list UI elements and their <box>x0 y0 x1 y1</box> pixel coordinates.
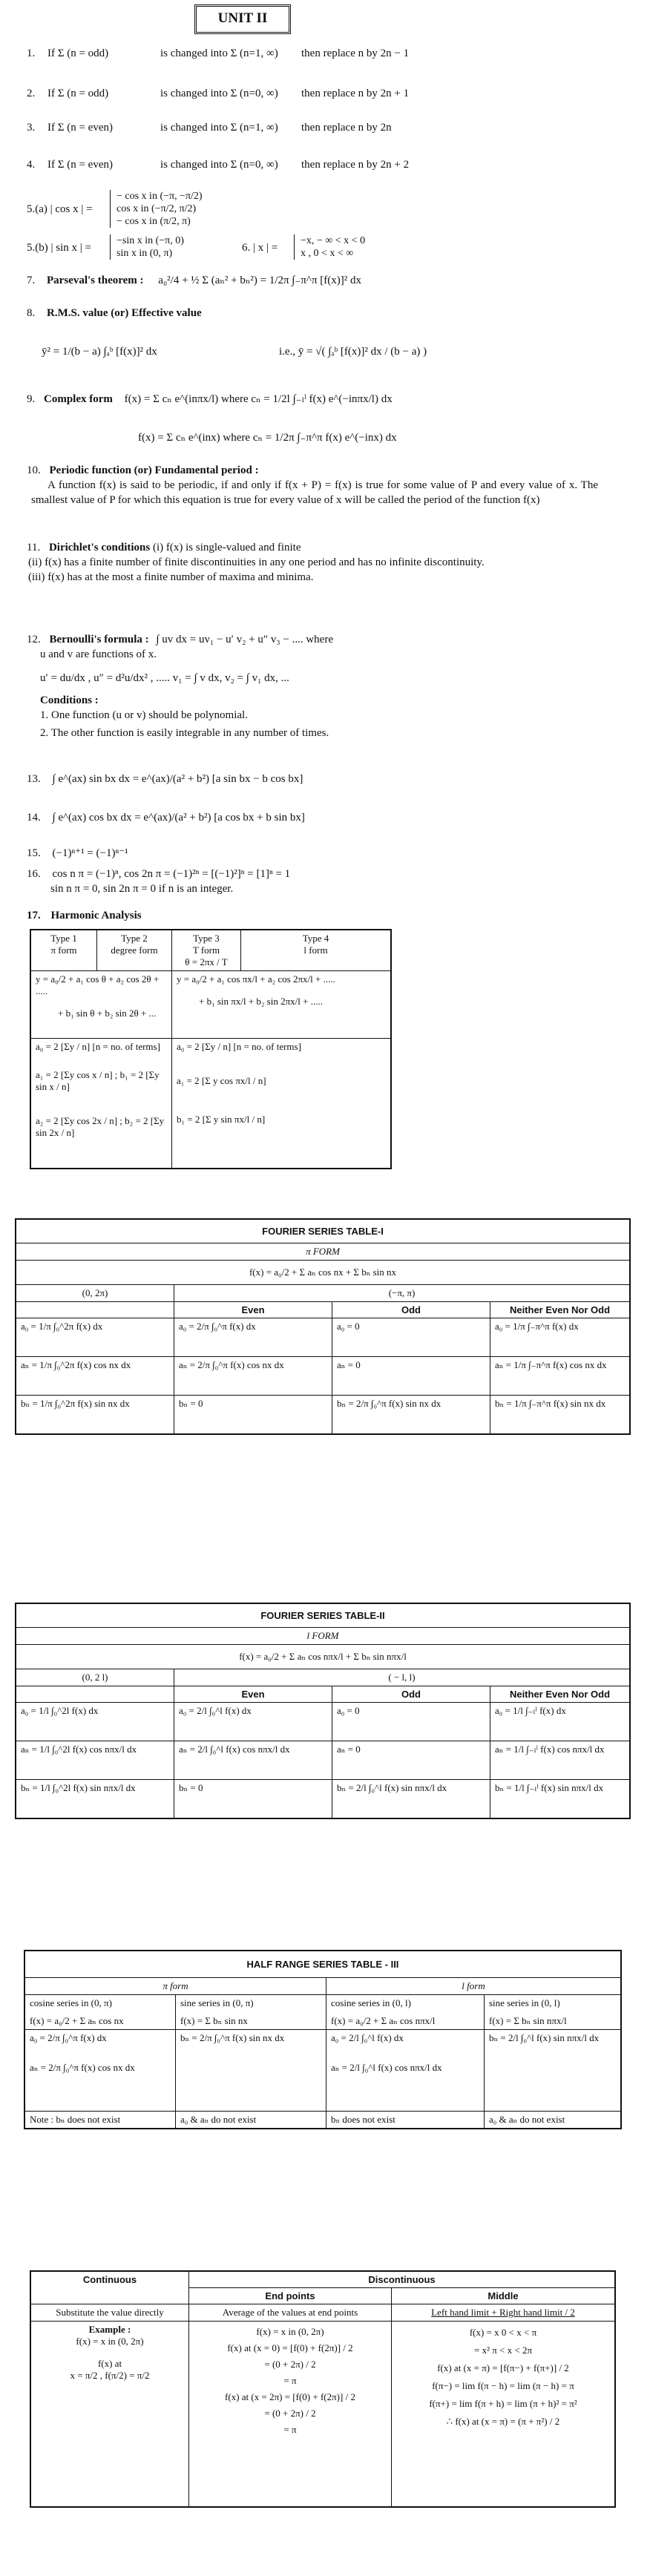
item-8 <box>27 306 598 321</box>
table-series-row <box>24 1995 621 2030</box>
item-title: Harmonic Analysis <box>50 910 142 921</box>
cell-text: ∴ f(x) at (x = π) = (π + π²) / 2 <box>446 2416 560 2427</box>
table-cell: bₙ does not exist <box>326 2112 485 2129</box>
cell-text: x = π/2 , f(π/2) = π/2 <box>70 2370 150 2381</box>
harmonic-cell <box>172 971 392 1039</box>
item-title: Bernoulli's formula : <box>49 634 149 645</box>
rule-replace: then replace n by 2n <box>301 122 392 134</box>
table-cell: aₙ = 1/π ∫₋π^π f(x) cos nx dx <box>490 1357 631 1396</box>
cell-text: y = a₀/2 + a₁ cos πx/l + a₂ cos 2πx/l + ..... <box>177 973 335 985</box>
cell-text: Type 4 <box>302 933 329 944</box>
range-header: (−π, π) <box>174 1285 631 1302</box>
table-cell <box>485 1995 622 2030</box>
continuity-table <box>30 2270 616 2508</box>
cell-text: f(π+) = lim f(π + h) = lim (π + h)² = π² <box>429 2398 577 2409</box>
cell-text: + b₁ sin πx/l + b₂ sin 2πx/l + ..... <box>199 996 323 1007</box>
rule-change: is changed into Σ (n=0, ∞) <box>160 88 278 99</box>
item-13 <box>27 772 598 786</box>
table-cell <box>176 2030 326 2112</box>
rule-number: 4. <box>27 159 36 171</box>
item-16 <box>27 867 598 896</box>
harmonic-cell <box>30 1039 172 1169</box>
table-title-row <box>24 1951 621 1978</box>
condition-2: 2. The other function is easily integrable in any number of times. <box>40 727 329 739</box>
fourier-table-1 <box>15 1218 631 1435</box>
piecewise-cases <box>110 190 203 228</box>
range-header: (0, 2π) <box>16 1285 174 1302</box>
item-label: 5.(a) | cos x | = <box>27 203 93 215</box>
rule-condition: If Σ (n = even) <box>47 122 113 134</box>
table-cell: a₀ & aₙ do not exist <box>485 2112 622 2129</box>
rule-condition: If Σ (n = odd) <box>47 88 109 99</box>
condition-ii: (ii) f(x) has a finite number of finite discontinuities in any one period and has no infinite discontinuity. <box>28 556 485 568</box>
table-cell <box>326 1995 485 2030</box>
table-cell: aₙ = 0 <box>332 1357 490 1396</box>
rule-condition: If Σ (n = even) <box>47 159 113 171</box>
cell-text: Type 3 <box>193 933 220 944</box>
cell-text: = x² π < x < 2π <box>473 2345 533 2356</box>
cell-text: f(x) at <box>97 2358 122 2369</box>
piecewise-cases <box>110 234 184 260</box>
table-title-row <box>16 1219 630 1243</box>
cell-text: + b₁ sin θ + b₂ sin 2θ + ... <box>58 1008 157 1019</box>
item-11 <box>27 540 598 585</box>
col-header: Odd <box>332 1302 490 1318</box>
table-cell: Left hand limit + Right hand limit / 2 <box>392 2304 616 2322</box>
harmonic-coeff-row <box>30 1039 391 1169</box>
rule-replace: then replace n by 2n + 2 <box>301 159 410 171</box>
table-cell: a₀ = 0 <box>332 1318 490 1357</box>
rule-1 <box>27 46 598 61</box>
rule-number: 1. <box>27 47 36 59</box>
table-cell: bₙ = 1/π ∫₋π^π f(x) sin nx dx <box>490 1396 631 1434</box>
table-cell <box>392 2322 616 2507</box>
item-number: 8. <box>27 307 36 319</box>
table-cell: bₙ = 1/l ∫₀^2l f(x) sin nπx/l dx <box>16 1780 174 1818</box>
table-cell: a₀ = 1/l ∫₀^2l f(x) dx <box>16 1703 174 1741</box>
case-line: − cos x in (−π, −π/2) <box>116 191 203 202</box>
cell-text: l form <box>303 944 328 956</box>
item-text: A function f(x) is said to be periodic, if and only if f(x + P) = f(x) is true for some value of P and every value of x. The smallest value of P for which this equation is true for every value of x will be called the period of the function f(x) <box>31 479 598 506</box>
table-cell: Note : bₙ does not exist <box>24 2112 176 2129</box>
table-cell <box>326 2030 485 2112</box>
rule-change: is changed into Σ (n=1, ∞) <box>160 122 278 134</box>
power-identity: (−1)ⁿ⁺¹ = (−1)ⁿ⁻¹ <box>52 847 128 859</box>
cell-text: a₀ = 2 [Σy / n] [n = no. of terms] <box>177 1041 301 1052</box>
condition-i: (i) f(x) is single-valued and finite <box>152 542 301 553</box>
cos-identity: cos n π = (−1)ⁿ, cos 2n π = (−1)²ⁿ = [(−1)²]ⁿ = [1]ⁿ = 1 <box>52 868 291 880</box>
item-number: 16. <box>27 868 41 880</box>
case-line: −sin x in (−π, 0) <box>116 235 184 246</box>
item-title: Dirichlet's conditions <box>48 542 151 553</box>
col-header-empty <box>16 1686 174 1703</box>
col-header: Even <box>174 1302 332 1318</box>
item-title: Complex form <box>44 393 113 405</box>
cell-text: f(x) = x 0 < x < π <box>469 2327 537 2338</box>
cell-text: Type 1 <box>50 933 77 944</box>
table-cell: a₀ = 1/π ∫₀^2π f(x) dx <box>16 1318 174 1357</box>
form-header: π form <box>24 1978 326 1995</box>
rms-formula-2: i.e., ȳ = √( ∫ₐᵇ [f(x)]² dx / (b − a) ) <box>279 346 427 358</box>
cell-text: a₀ = 2/l ∫₀^l f(x) dx <box>331 2032 404 2043</box>
cell-text: a₀ = 2 [Σy / n] [n = no. of terms] <box>36 1041 160 1052</box>
cell-text: f(x) at (x = 2π) = [f(0) + f(2π)] / 2 <box>225 2391 355 2402</box>
case-line: − cos x in (π/2, π) <box>116 216 191 227</box>
table-cell: a₀ = 0 <box>332 1703 490 1741</box>
col-header: Odd <box>332 1686 490 1703</box>
table-cell: bₙ = 1/π ∫₀^2π f(x) sin nx dx <box>16 1396 174 1434</box>
item-17 <box>27 908 598 923</box>
rule-4 <box>27 157 598 172</box>
cell-text: f(x) = Σ bₙ sin nπx/l <box>489 2015 567 2026</box>
harmonic-header-cell <box>97 930 172 971</box>
range-header: (0, 2 l) <box>16 1669 174 1686</box>
rule-number: 3. <box>27 122 36 134</box>
rule-3 <box>27 120 598 135</box>
harmonic-header-cell <box>241 930 392 971</box>
table-note-row <box>24 2112 621 2129</box>
table-cell: a₀ = 2/l ∫₀^l f(x) dx <box>174 1703 332 1741</box>
cell-text: f(x) = x in (0, 2π) <box>76 2336 144 2347</box>
cell-text: a₀ = 2/π ∫₀^π f(x) dx <box>30 2032 107 2043</box>
item-15 <box>27 846 598 861</box>
table-form-row <box>16 1243 630 1261</box>
item-title: Periodic function (or) Fundamental period : <box>49 464 259 476</box>
table-cell: Substitute the value directly <box>30 2304 189 2322</box>
table-header-row <box>30 2271 615 2288</box>
cell-text: a₂ = 2 [Σy cos 2x / n] ; b₂ = 2 [Σy sin 2x / n] <box>36 1115 165 1138</box>
col-header: Middle <box>392 2288 616 2304</box>
cell-text: f(x) = x in (0, 2π) <box>256 2326 324 2337</box>
table-cell <box>24 1995 176 2030</box>
item-7 <box>27 273 598 288</box>
fourier-table-2 <box>15 1603 631 1819</box>
table-cell <box>30 2322 189 2507</box>
cell-text: f(x) = a₀/2 + Σ aₙ cos nx <box>30 2015 124 2026</box>
table-cell <box>176 1995 326 2030</box>
table-title: FOURIER SERIES TABLE-II <box>16 1603 630 1628</box>
cell-text: f(x) = Σ bₙ sin nx <box>180 2015 248 2026</box>
cell-text: aₙ = 2/l ∫₀^l f(x) cos nπx/l dx <box>331 2062 442 2073</box>
item-number: 11. <box>27 542 41 553</box>
cell-text: f(π−) = lim f(π − h) = lim (π − h) = π <box>432 2380 574 2391</box>
table-cell: aₙ = 1/l ∫₀^2l f(x) cos nπx/l dx <box>16 1741 174 1780</box>
table-row <box>16 1780 630 1818</box>
complex-formula-2: f(x) = Σ cₙ e^(inx) where cₙ = 1/2π ∫₋π^π f(x) e^(−inx) dx <box>138 432 397 444</box>
item-number: 17. <box>27 910 41 921</box>
integral-formula: ∫ e^(ax) cos bx dx = e^(ax)/(a² + b²) [a cos bx + b sin bx] <box>52 812 305 824</box>
cell-text: bₙ = 2/l ∫₀^l f(x) sin nπx/l dx <box>489 2032 600 2043</box>
cell-text: f(x) at (x = 0) = [f(0) + f(2π)] / 2 <box>227 2342 353 2353</box>
table-cell <box>24 2030 176 2112</box>
unit-title: UNIT II <box>194 4 291 34</box>
table-row <box>16 1741 630 1780</box>
item-number: 10. <box>27 464 41 476</box>
cell-text: π form <box>50 944 77 956</box>
item-14 <box>27 810 598 825</box>
cell-text: f(x) = a₀/2 + Σ aₙ cos nπx/l <box>331 2015 436 2026</box>
table-desc-row <box>30 2304 615 2322</box>
cell-text: f(x) at (x = π) = [f(π−) + f(π+)] / 2 <box>437 2362 569 2373</box>
cell-text: θ = 2πx / T <box>185 956 228 967</box>
cell-text: = π <box>283 2424 297 2435</box>
table-cell: aₙ = 0 <box>332 1741 490 1780</box>
cell-text: a₁ = 2 [Σ y cos πx/l / n] <box>177 1075 266 1086</box>
cell-text: = (0 + 2π) / 2 <box>264 2408 316 2419</box>
condition-iii: (iii) f(x) has at the most a finite number of maxima and minima. <box>28 571 314 583</box>
item-number: 12. <box>27 634 41 645</box>
rule-replace: then replace n by 2n − 1 <box>301 47 410 59</box>
table-col-row <box>16 1686 630 1703</box>
item-12 <box>27 632 598 740</box>
table-title: HALF RANGE SERIES TABLE - III <box>24 1951 621 1978</box>
item-number: 13. <box>27 773 41 785</box>
table-cell: Average of the values at end points <box>189 2304 392 2322</box>
case-line: −x, − ∞ < x < 0 <box>301 235 366 246</box>
cell-text: Example : <box>88 2324 131 2335</box>
rule-number: 2. <box>27 88 36 99</box>
harmonic-header-cell <box>172 930 241 971</box>
table-cell: bₙ = 0 <box>174 1780 332 1818</box>
cell-text: T form <box>192 944 220 956</box>
item-number: 14. <box>27 812 41 824</box>
bernoulli-formula: ∫ uv dx = uv₁ − u′ v₂ + u″ v₃ − .... where <box>156 634 333 645</box>
cell-text: y = a₀/2 + a₁ cos θ + a₂ cos 2θ + ..... <box>36 973 160 996</box>
table-row <box>16 1318 630 1357</box>
sin-identity: sin n π = 0, sin 2n π = 0 if n is an integer. <box>50 883 234 895</box>
cell-text: = π <box>283 2375 297 2386</box>
cell-text: bₙ = 2/π ∫₀^π f(x) sin nx dx <box>180 2032 285 2043</box>
table-row <box>16 1703 630 1741</box>
table-form: π FORM <box>16 1243 630 1261</box>
table-form-row <box>24 1978 621 1995</box>
col-header: Even <box>174 1686 332 1703</box>
item-label: 5.(b) | sin x | = <box>27 242 91 254</box>
item-title: Parseval's theorem : <box>47 275 144 286</box>
item-number: 9. <box>27 393 36 405</box>
table-formula: f(x) = a₀/2 + Σ aₙ cos nπx/l + Σ bₙ sin nπx/l <box>16 1645 630 1669</box>
complex-formula-1: f(x) = Σ cₙ e^(inπx/l) where cₙ = 1/2l ∫₋ₗˡ f(x) e^(−inπx/l) dx <box>124 393 393 405</box>
harmonic-series-row <box>30 971 391 1039</box>
cell-text: cosine series in (0, π) <box>30 1997 112 2008</box>
table-cell: bₙ = 2/l ∫₀^l f(x) sin nπx/l dx <box>332 1780 490 1818</box>
col-header: Continuous <box>30 2271 189 2304</box>
col-header: Neither Even Nor Odd <box>490 1302 631 1318</box>
rule-2 <box>27 86 598 101</box>
item-6-label: 6. | x | = <box>242 242 278 254</box>
rule-change: is changed into Σ (n=0, ∞) <box>160 159 278 171</box>
bernoulli-derivatives: u′ = du/dx , u″ = d²u/dx² , ..... v₁ = ∫ v dx, v₂ = ∫ v₁ dx, ... <box>40 672 289 684</box>
cell-text: = (0 + 2π) / 2 <box>264 2359 316 2370</box>
item-10 <box>27 463 598 507</box>
item-9 <box>27 392 598 407</box>
table-form: l FORM <box>16 1628 630 1645</box>
cell-text: b₁ = 2 [Σ y sin πx/l / n] <box>177 1114 266 1125</box>
table-row <box>16 1396 630 1434</box>
table-cell: bₙ = 0 <box>174 1396 332 1434</box>
table-form-row <box>16 1628 630 1645</box>
table-cell: aₙ = 1/π ∫₀^2π f(x) cos nx dx <box>16 1357 174 1396</box>
table-cell: aₙ = 2/l ∫₀^l f(x) cos nπx/l dx <box>174 1741 332 1780</box>
table-example-row <box>30 2322 615 2507</box>
harmonic-cell <box>172 1039 392 1169</box>
table-title-row <box>16 1603 630 1628</box>
table-range-row <box>16 1285 630 1302</box>
table-range-row <box>16 1669 630 1686</box>
table-formula-row <box>16 1261 630 1285</box>
harmonic-header-row <box>30 930 391 971</box>
table-title: FOURIER SERIES TABLE-I <box>16 1219 630 1243</box>
bernoulli-note: u and v are functions of x. <box>40 648 157 660</box>
harmonic-header-cell <box>30 930 97 971</box>
item-number: 7. <box>27 275 36 286</box>
cell-text: Type 2 <box>121 933 148 944</box>
table-row <box>16 1357 630 1396</box>
table-cell: a₀ = 1/l ∫₋ₗˡ f(x) dx <box>490 1703 631 1741</box>
table-cell: aₙ = 2/π ∫₀^π f(x) cos nx dx <box>174 1357 332 1396</box>
rule-condition: If Σ (n = odd) <box>47 47 109 59</box>
table-formula-row <box>16 1645 630 1669</box>
col-header: End points <box>189 2288 392 2304</box>
table-cell: bₙ = 1/l ∫₋ₗˡ f(x) sin nπx/l dx <box>490 1780 631 1818</box>
case-line: cos x in (−π/2, π/2) <box>116 203 197 214</box>
cell-text: degree form <box>111 944 158 956</box>
form-header: l form <box>326 1978 622 1995</box>
table-col-row <box>16 1302 630 1318</box>
cell-text: a₁ = 2 [Σy cos x / n] ; b₁ = 2 [Σy sin x / n] <box>36 1069 160 1092</box>
cell-text: sine series in (0, l) <box>489 1997 560 2008</box>
table-cell: a₀ = 2/π ∫₀^π f(x) dx <box>174 1318 332 1357</box>
rms-formula-1: ȳ² = 1/(b − a) ∫ₐᵇ [f(x)]² dx <box>42 346 157 358</box>
cell-text: aₙ = 2/π ∫₀^π f(x) cos nx dx <box>30 2062 135 2073</box>
table-cell: bₙ = 2/π ∫₀^π f(x) sin nx dx <box>332 1396 490 1434</box>
condition-1: 1. One function (u or v) should be polynomial. <box>40 709 248 721</box>
table-coeff-row <box>24 2030 621 2112</box>
harmonic-table <box>30 929 392 1169</box>
half-range-table <box>24 1950 622 2129</box>
conditions-heading: Conditions : <box>40 694 99 706</box>
table-formula: f(x) = a₀/2 + Σ aₙ cos nx + Σ bₙ sin nx <box>16 1261 630 1285</box>
col-header: Neither Even Nor Odd <box>490 1686 631 1703</box>
case-line: x , 0 < x < ∞ <box>301 248 354 259</box>
rule-change: is changed into Σ (n=1, ∞) <box>160 47 278 59</box>
cell-text: cosine series in (0, l) <box>331 1997 411 2008</box>
table-cell <box>189 2322 392 2507</box>
table-cell: a₀ & aₙ do not exist <box>176 2112 326 2129</box>
integral-formula: ∫ e^(ax) sin bx dx = e^(ax)/(a² + b²) [a sin bx − b cos bx] <box>52 773 303 785</box>
case-line: sin x in (0, π) <box>116 248 173 259</box>
table-cell <box>485 2030 622 2112</box>
harmonic-cell <box>30 971 172 1039</box>
col-header: Discontinuous <box>189 2271 616 2288</box>
piecewise-cases <box>294 234 365 260</box>
col-header-empty <box>16 1302 174 1318</box>
table-cell: aₙ = 1/l ∫₋ₗˡ f(x) cos nπx/l dx <box>490 1741 631 1780</box>
range-header: ( − l, l) <box>174 1669 631 1686</box>
item-title: R.M.S. value (or) Effective value <box>47 307 202 319</box>
cell-text: sine series in (0, π) <box>180 1997 254 2008</box>
table-cell: a₀ = 1/π ∫₋π^π f(x) dx <box>490 1318 631 1357</box>
item-number: 15. <box>27 847 41 859</box>
rule-replace: then replace n by 2n + 1 <box>301 88 410 99</box>
parseval-formula: a₀²/4 + ½ Σ (aₙ² + bₙ²) = 1/2π ∫₋π^π [f(x)]² dx <box>158 275 361 286</box>
